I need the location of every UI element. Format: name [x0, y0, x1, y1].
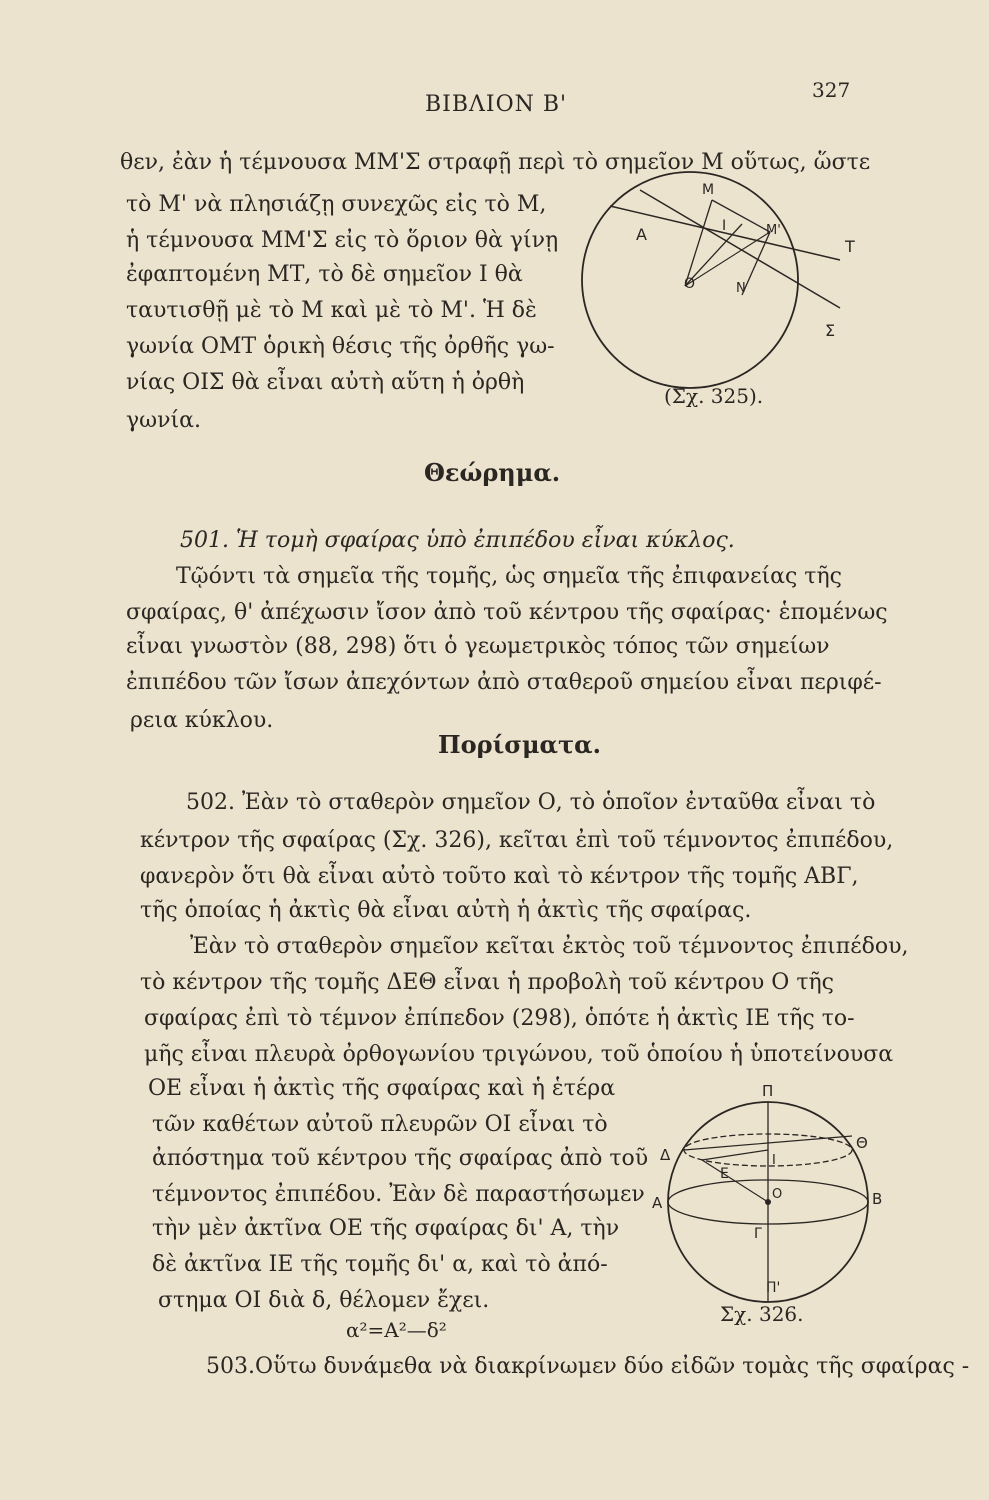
intro-line: νίας ΟΙΣ θὰ εἶναι αὐτὴ αὕτη ἡ ὀρθὴ	[126, 370, 525, 395]
section-502-line: 502. Ἐὰν τὸ σταθερὸν σημεῖον Ο, τὸ ὁποῖον ἐνταῦθα εἶναι τὸ	[186, 790, 876, 815]
section-502-line: δὲ ἀκτῖνα ΙΕ τῆς τομῆς δι' α, καὶ τὸ ἀπό-	[152, 1252, 608, 1277]
section-502-line: μῆς εἶναι πλευρὰ ὀρθογωνίου τριγώνου, τοῦ ὁποίου ἡ ὑποτείνουσα	[144, 1042, 894, 1067]
fig326-label-o: O	[772, 1187, 783, 1202]
fig326-label-i: I	[772, 1153, 776, 1168]
section-502-line: Ἐὰν τὸ σταθερὸν σημεῖον κεῖται ἐκτὸς τοῦ τέμνοντος ἐπιπέδου,	[190, 934, 909, 959]
fig325-segment-mm	[712, 200, 770, 232]
section-501-line: σφαίρας, θ' ἀπέχωσιν ἴσον ἀπὸ τοῦ κέντρου τῆς σφαίρας· ἑπομένως	[126, 600, 888, 625]
fig325-segment-om	[685, 200, 712, 286]
fig325-label-a: A	[636, 225, 647, 244]
intro-line: γωνία.	[126, 408, 201, 433]
section-502-line: φανερὸν ὅτι θὰ εἶναι αὐτὸ τοῦτο καὶ τὸ κέντρον τῆς τομῆς ΑΒΓ,	[140, 864, 859, 889]
section-501-line: ρεια κύκλου.	[130, 708, 274, 733]
fig326-label-a: A	[652, 1194, 663, 1212]
fig326-label-th: Θ	[856, 1134, 868, 1152]
page-number: 327	[812, 78, 851, 102]
intro-line: γωνία ΟΜΤ ὁρικὴ θέσις τῆς ὀρθῆς γω-	[126, 334, 555, 359]
section-502-line: τῶν καθέτων αὐτοῦ πλευρῶν ΟΙ εἶναι τὸ	[152, 1112, 608, 1137]
figure-325	[570, 160, 870, 400]
intro-line: ταυτισθῇ μὲ τὸ Μ καὶ μὲ τὸ Μ'. Ἡ δὲ	[126, 298, 537, 323]
fig326-segment-ie	[702, 1150, 768, 1160]
section-502-line: ἀπόστημα τοῦ κέντρου τῆς σφαίρας ἀπὸ τοῦ	[152, 1146, 649, 1171]
section-502-line: κέντρον τῆς σφαίρας (Σχ. 326), κεῖται ἐπὶ τοῦ τέμνοντος ἐπιπέδου,	[140, 828, 894, 853]
fig326-label-p: Π	[762, 1082, 774, 1100]
section-502-line: στημα ΟΙ διὰ δ, θέλομεν ἔχει.	[158, 1288, 490, 1313]
section-502-line: τέμνοντος ἐπιπέδου. Ἐὰν δὲ παραστήσωμεν	[152, 1182, 645, 1207]
section-501-line: εἶναι γνωστὸν (88, 298) ὅτι ὁ γεωμετρικὸς τόπος τῶν σημείων	[126, 634, 830, 659]
fig326-label-b: B	[872, 1190, 883, 1208]
section-501-line: Τῷόντι τὰ σημεῖα τῆς τομῆς, ὡς σημεῖα τῆς ἐπιφανείας τῆς	[176, 564, 842, 589]
intro-line: ἡ τέμνουσα ΜΜ'Σ εἰς τὸ ὅριον θὰ γίνῃ	[126, 228, 559, 253]
figure-325-caption: (Σχ. 325).	[664, 384, 764, 408]
intro-line: ἐφαπτομένη ΜΤ, τὸ δὲ σημεῖον Ι θὰ	[126, 262, 523, 287]
fig326-label-d: Δ	[660, 1146, 671, 1164]
theorem-heading: Θεώρημα.	[424, 458, 561, 487]
figure-326	[650, 1080, 890, 1310]
section-503-line: 503.Οὕτω δυνάμεθα νὰ διακρίνωμεν δύο εἰδῶν τομὰς τῆς σφαίρας -	[206, 1354, 970, 1379]
section-501-statement: 501. Ἡ τομὴ σφαίρας ὑπὸ ἐπιπέδου εἶναι κύκλος.	[180, 528, 735, 553]
formula: α²=Α²—δ²	[346, 1318, 447, 1342]
fig326-segment-oe	[702, 1160, 768, 1202]
section-501-line: ἐπιπέδου τῶν ἴσων ἀπεχόντων ἀπὸ σταθεροῦ σημείου εἶναι περιφέ-	[126, 670, 882, 695]
intro-line: θεν, ἐὰν ἡ τέμνουσα ΜΜ'Σ στραφῇ περὶ τὸ σημεῖον Μ οὕτως, ὥστε	[120, 150, 871, 175]
fig326-label-pp: Π'	[766, 1280, 781, 1296]
running-title: ΒΙΒΛΙΟΝ Β'	[425, 92, 568, 117]
section-502-line: τὸ κέντρον τῆς τομῆς ΔΕΘ εἶναι ἡ προβολὴ τοῦ κέντρου Ο τῆς	[140, 970, 834, 995]
fig325-label-m: M	[702, 182, 715, 198]
fig325-label-s: Σ	[825, 321, 836, 340]
fig325-label-i: I	[722, 218, 727, 234]
fig326-label-g: Γ	[754, 1226, 762, 1242]
section-502-line: ΟΕ εἶναι ἡ ἀκτὶς τῆς σφαίρας καὶ ἡ ἑτέρα	[148, 1076, 616, 1101]
section-502-line: τῆς ὁποίας ἡ ἀκτὶς θὰ εἶναι αὐτὴ ἡ ἀκτὶς τῆς σφαίρας.	[140, 898, 752, 923]
fig326-center-o	[765, 1199, 771, 1205]
section-502-line: τὴν μὲν ἀκτῖνα ΟΕ τῆς σφαίρας δι' Α, τὴν	[152, 1216, 620, 1241]
fig325-label-t: T	[845, 237, 855, 256]
corollaries-heading: Πορίσματα.	[438, 730, 601, 759]
fig325-label-n: N	[736, 281, 746, 296]
intro-line: τὸ Μ' νὰ πλησιάζῃ συνεχῶς εἰς τὸ Μ,	[126, 192, 547, 217]
fig326-label-e: E	[720, 1166, 729, 1182]
section-502-line: σφαίρας ἐπὶ τὸ τέμνον ἐπίπεδον (298), ὁπότε ἡ ἀκτὶς ΙΕ τῆς το-	[144, 1006, 855, 1031]
figure-326-caption: Σχ. 326.	[720, 1302, 804, 1326]
fig325-label-mp: M'	[766, 223, 781, 238]
fig325-label-o: O	[684, 276, 696, 292]
